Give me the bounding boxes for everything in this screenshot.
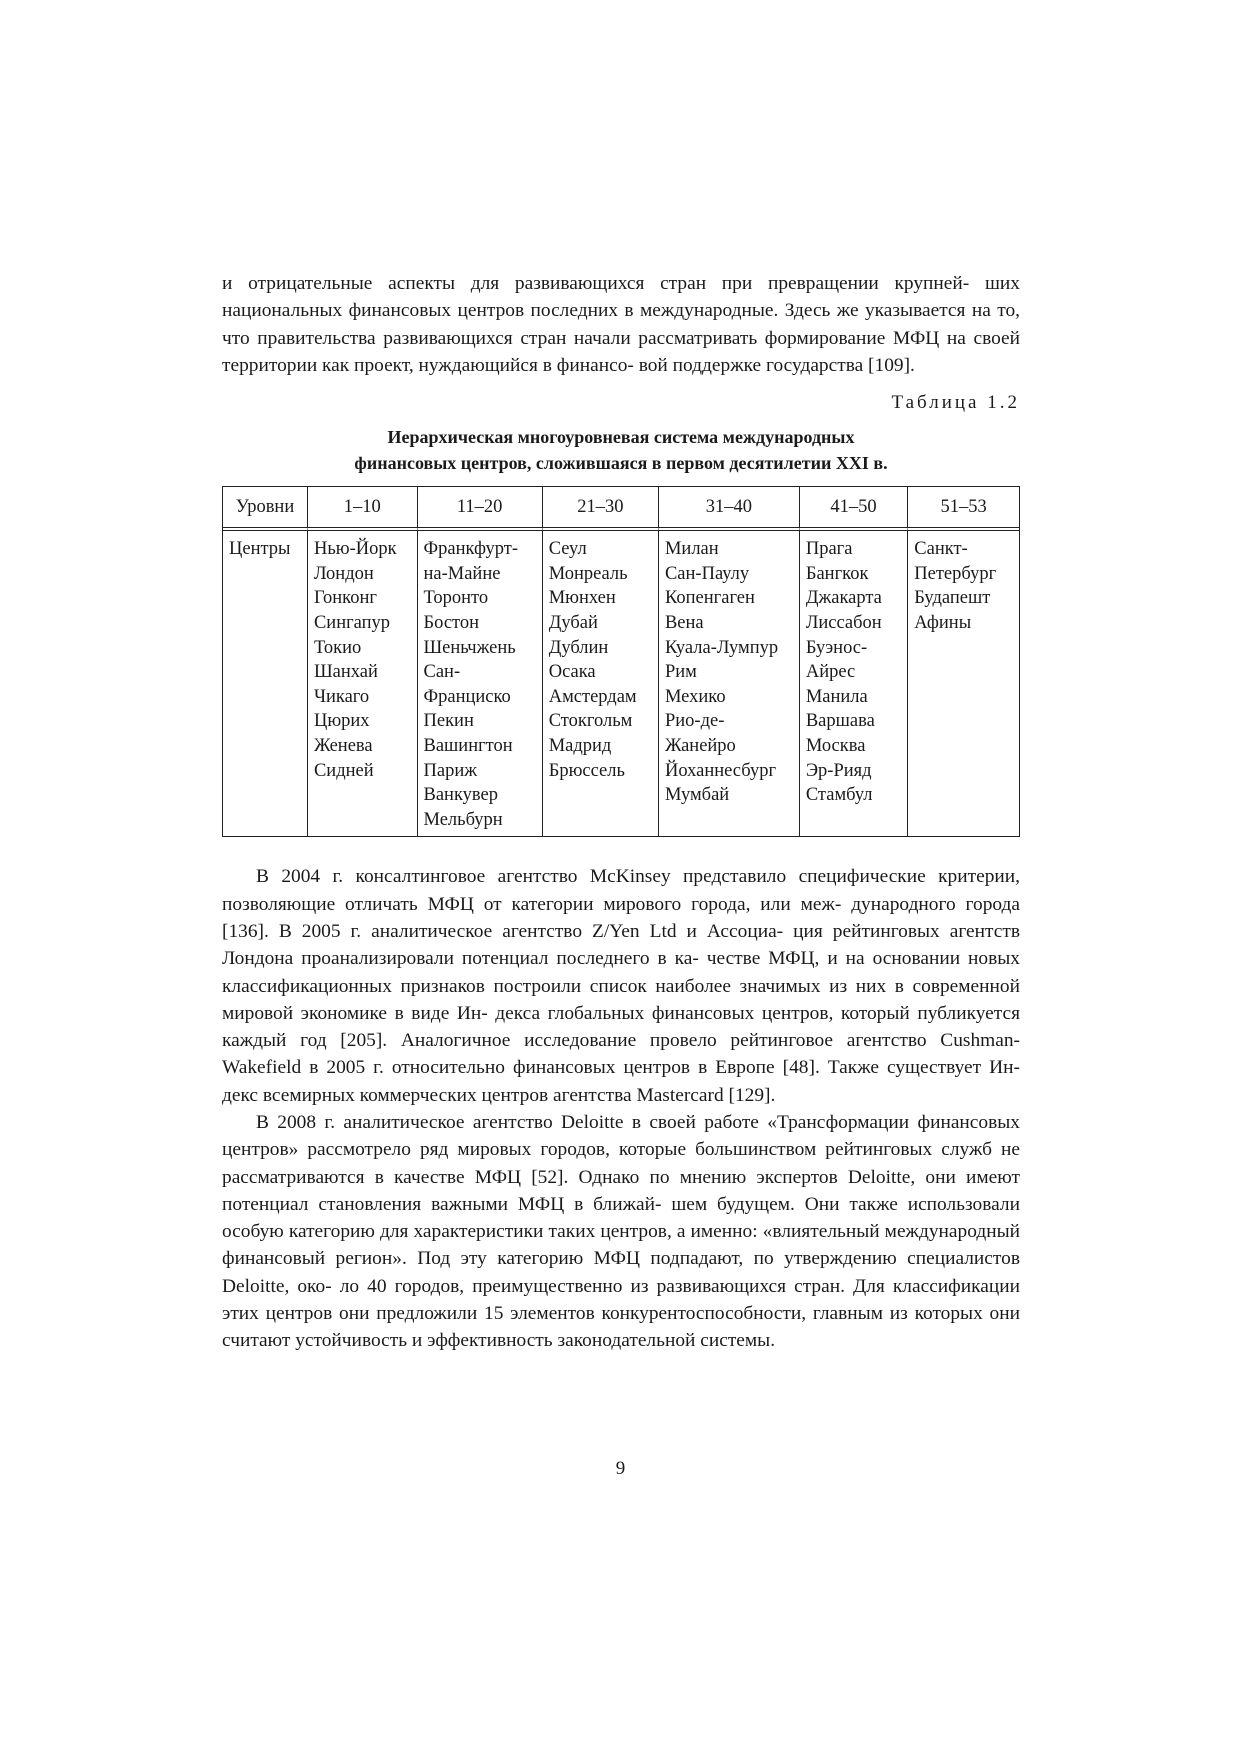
paragraph-deloitte: В 2008 г. аналитическое агентство Deloitte в своей работе «Трансформации финансовых центров» рассмотрело ряд мировых городов, которые большинством рейтинговых служб не рассматриваются в качестве МФЦ [52]. Однако по мнению экспертов Deloitte, они имеют потенциал становления важными МФЦ в ближай- шем будущем. Они также использовали особую категорию для характеристики таких центров, а именно: «влиятельный международный финансовый регион». Под эту категорию МФЦ подпадают, по утверждению специалистов Deloitte, око- ло 40 городов, преимущественно из развивающихся стран. Для классификации этих центров они предложили 15 элементов конкурентоспособности, главным из которых они считают устойчивость и эффективность законодательной системы. [222,1111,1020,1352]
header-level-1-10: 1–10 [308,487,418,531]
cell-level-51-53: Санкт- Петербург Будапешт Афины [914,539,997,633]
page-body [222,270,1020,1355]
header-levels: Уровни [223,487,308,531]
header-level-11-20: 11–20 [418,487,543,531]
header-level-41-50: 41–50 [800,487,908,531]
cell-level-31-40: Милан Сан-Паулу Копенгаген Вена Куала-Лумпур Рим Мехико Рио-де- Жанейро Йоханнесбург Мумбай [659,531,800,836]
cell-level-41-50: Прага Бангкок Джакарта Лиссабон Буэнос- Айрес Манила Варшава Москва Эр-Рияд Стамбул [800,531,908,836]
paragraph-mckinsey: В 2004 г. консалтинговое агентство McKinsey представило специфические критерии, позволяющие отличать МФЦ от категории мирового города, или меж- дународного города [136]. В 2005 г. аналитическое агентство Z/Yen Ltd и Ассоциа- ция рейтинговых агентств Лондона проанализировали потенциал последнего в ка- честве МФЦ, и на основании новых классификационных признаков построили список наиболее значимых из них в современной мировой экономике в виде Ин- декса глобальных финансовых центров, который публикуется каждый год [205]. Аналогичное исследование провело рейтинговое агентство Cushman-Wakefield в 2005 г. относительно финансовых центров в Европе [48]. Также существует Ин- декс всемирных коммерческих центров агентства Mastercard [129]. [222,866,1021,1106]
cell-level-21-30: Сеул Монреаль Мюнхен Дубай Дублин Осака Амстердам Стокгольм Мадрид Брюссель [543,531,659,836]
mfc-hierarchy-table [222,486,1020,837]
table-header-row [223,487,1019,531]
table-title: Иерархическая многоуровневая система международных финансовых центров, сложившаяся в первом десятилетии XXI в. [354,427,888,474]
header-level-51-53: 51–53 [908,487,1019,531]
header-level-31-40: 31–40 [659,487,800,531]
page-number: 9 [615,1458,626,1479]
cell-level-11-20: Франкфурт- на-Майне Торонто Бостон Шеньчжень Сан- Франциско Пекин Вашингтон Париж Ванкувер Мельбурн [418,531,543,836]
intro-paragraph: и отрицательные аспекты для развивающихся стран при превращении крупней- ших национальных финансовых центров последних в международные. Здесь же указывается на то, что правительства развивающихся стран начали рассматривать формирование МФЦ на своей территории как проект, нуждающийся в финансо- вой поддержке государства [109]. [222,273,1021,376]
cell-level-1-10: Нью-Йорк Лондон Гонконг Сингапур Токио Шанхай Чикаго Цюрих Женева Сидней [308,531,418,836]
row-label-centers: Центры [223,531,308,836]
header-level-21-30: 21–30 [543,487,659,531]
table-row-centers [223,531,1019,836]
table-label: Таблица 1.2 [891,392,1020,414]
